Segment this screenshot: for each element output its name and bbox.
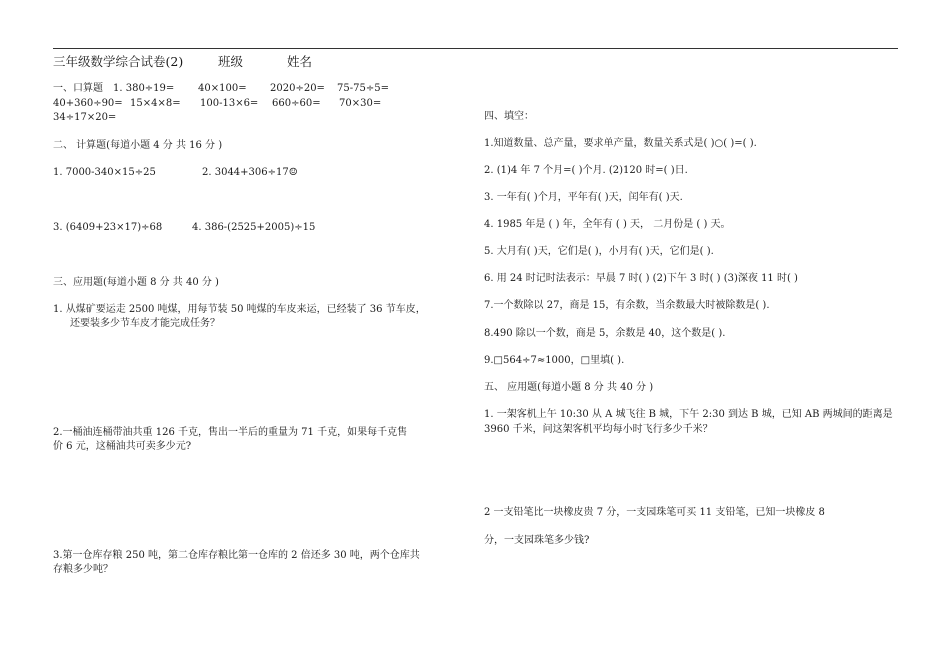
oral-q2: 40×100=: [198, 83, 247, 94]
app-q3-line1: 3.第一仓库存粮 250 吨，第二仓库存粮比第一仓库的 2 倍还多 30 吨，两个仓库共: [53, 550, 420, 561]
oral-q3: 2020÷20=: [270, 83, 325, 94]
oral-q4: 75-75÷5=: [337, 83, 389, 94]
calc-q1: 1. 7000-340×15÷25: [53, 167, 156, 178]
calc-q3: 3. (6409+23×17)÷68: [53, 222, 163, 233]
fill-q7: 7.一个数除以 27，商是 15，有余数，当余数最大时被除数是( ).: [484, 300, 770, 311]
app-q1-line1: 1. 从煤矿要运走 2500 吨煤，用每节装 50 吨煤的车皮来运，已经装了 36 节车皮，: [53, 304, 426, 315]
fill-q1: 1.知道数量、总产量，要求单产量，数量关系式是( )○( )=( ).: [484, 138, 757, 149]
section-4-heading: 四、填空：: [484, 111, 534, 122]
name-label: 姓名: [287, 54, 313, 69]
calc-q4: 4. 386-(2525+2005)÷15: [192, 222, 316, 233]
app2-q1-line1: 1. 一架客机上午 10:30 从 A 城飞往 B 城，下午 2:30 到达 B 城，已知 AB 两城间的距离是: [484, 409, 893, 420]
app-q1-line2: 还要装多少节车皮才能完成任务？: [70, 318, 220, 329]
app-q3-line2: 存粮多少吨？: [53, 564, 113, 575]
header-rule: [53, 48, 898, 49]
oral-q7: 100-13×6=: [200, 98, 259, 109]
app-q2-line1: 2.一桶油连桶带油共重 126 千克，售出一半后的重量为 71 千克，如果每千克售: [53, 427, 408, 438]
oral-q5: 40+360÷90=: [53, 98, 123, 109]
section-2-heading: 二、 计算题(每道小题 4 分 共 16 分 ): [53, 140, 223, 151]
oral-q8: 660÷60=: [272, 98, 321, 109]
fill-q2: 2. (1)4 年 7 个月=( )个月. (2)120 时=( )日.: [484, 165, 688, 176]
fill-q6: 6. 用 24 时记时法表示：早晨 7 时( ) (2)下午 3 时( ) (3)深夜 11 时( ): [484, 273, 798, 284]
fill-q3: 3. 一年有( )个月，平年有( )天，闰年有( )天.: [484, 192, 683, 203]
class-label: 班级: [218, 54, 244, 69]
oral-q10: 34÷17×20=: [53, 112, 117, 123]
app2-q2-line1: 2 一支铅笔比一块橡皮贵 7 分，一支园珠笔可买 11 支铅笔，已知一块橡皮 8: [484, 507, 825, 518]
exam-title: 三年级数学综合试卷(2): [53, 54, 184, 69]
app-q2-line2: 价 6 元，这桶油共可卖多少元?: [53, 441, 192, 452]
oral-q9: 70×30=: [339, 98, 382, 109]
fill-q9: 9.□564÷7≈1000，□里填( ).: [484, 355, 625, 366]
calc-q2: 2. 3044+306÷17☺: [202, 167, 298, 178]
oral-q6: 15×4×8=: [130, 98, 181, 109]
app2-q1-line2: 3960 千米，问这架客机平均每小时飞行多少千米？: [484, 424, 713, 435]
fill-q8: 8.490 除以一个数，商是 5，余数是 40，这个数是( ).: [484, 328, 726, 339]
fill-q4: 4. 1985 年是 ( ) 年，全年有 ( ) 天， 二月份是 ( ) 天。: [484, 219, 731, 230]
fill-q5: 5. 大月有( )天，它们是( )，小月有( )天，它们是( ).: [484, 246, 714, 257]
section-5-heading: 五、 应用题(每道小题 8 分 共 40 分 ): [484, 382, 654, 393]
oral-q1: 1. 380÷19=: [113, 83, 175, 94]
app2-q2-line2: 分，一支园珠笔多少钱?: [484, 535, 590, 546]
section-1-heading: 一、口算题: [53, 83, 103, 94]
section-3-heading: 三、应用题(每道小题 8 分 共 40 分 ): [53, 277, 219, 288]
